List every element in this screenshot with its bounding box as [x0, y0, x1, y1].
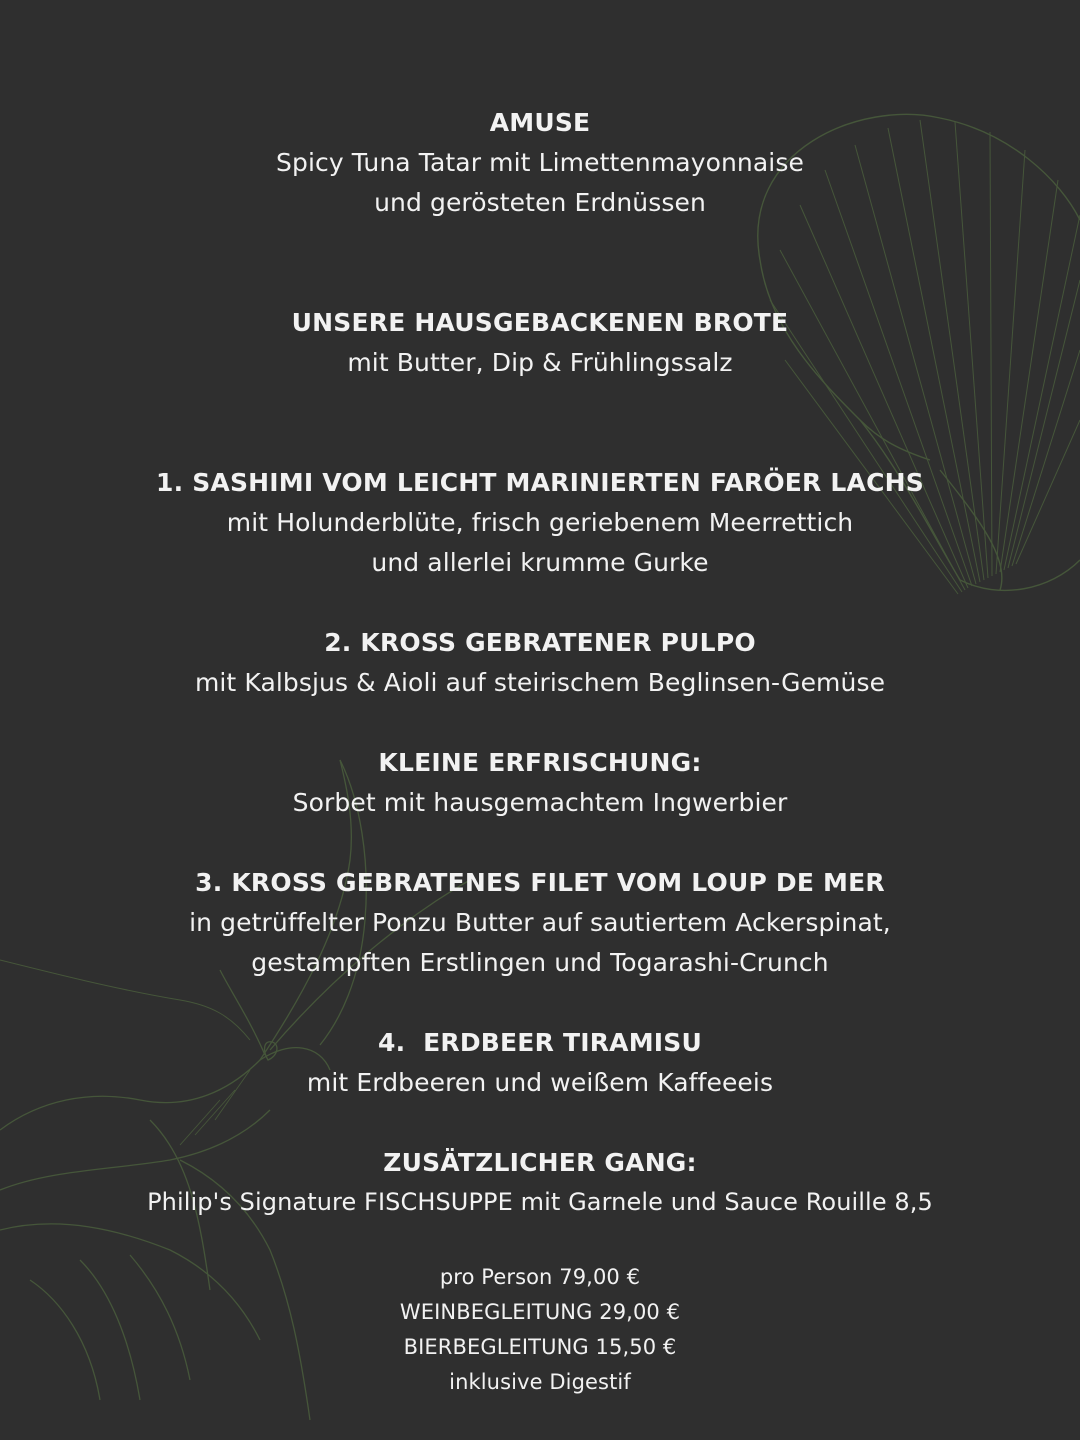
- course-1-title: 1. SASHIMI VOM LEICHT MARINIERTEN FARÖER LACHS: [156, 468, 924, 497]
- course-1-description-line-1: mit Holunderblüte, frisch geriebenem Meerrettich: [226, 508, 854, 537]
- course-4-description-line-1: mit Erdbeeren und weißem Kaffeeeis: [306, 1068, 774, 1097]
- amuse-description-line-1: Spicy Tuna Tatar mit Limettenmayonnaise: [276, 148, 804, 177]
- digestif-note: inklusive Digestif: [449, 1370, 631, 1394]
- course-2-title: 2. KROSS GEBRATENER PULPO: [324, 628, 756, 657]
- brote-title: UNSERE HAUSGEBACKENEN BROTE: [291, 308, 789, 337]
- price-per-person: pro Person 79,00 €: [439, 1265, 641, 1289]
- course-3-description-line-2: gestampften Erstlingen und Togarashi-Crunch: [251, 948, 829, 977]
- beer-pairing-price: BIERBEGLEITUNG 15,50 €: [403, 1335, 677, 1359]
- wine-pairing-price: WEINBEGLEITUNG 29,00 €: [399, 1300, 681, 1324]
- extra-course-description-line-1: Philip's Signature FISCHSUPPE mit Garnele und Sauce Rouille 8,5: [147, 1188, 933, 1216]
- course-1-description-line-2: und allerlei krumme Gurke: [371, 548, 709, 577]
- brote-description-line-1: mit Butter, Dip & Frühlingssalz: [347, 348, 733, 377]
- course-2-description-line-1: mit Kalbsjus & Aioli auf steirischem Beglinsen-Gemüse: [194, 668, 886, 697]
- amuse-title: AMUSE: [489, 108, 591, 137]
- refresh-description-line-1: Sorbet mit hausgemachtem Ingwerbier: [292, 788, 788, 817]
- course-3-description-line-1: in getrüffelter Ponzu Butter auf sautiertem Ackerspinat,: [189, 908, 891, 937]
- course-3-title: 3. KROSS GEBRATENES FILET VOM LOUP DE MER: [195, 868, 885, 897]
- amuse-description-line-2: und gerösteten Erdnüssen: [374, 188, 706, 217]
- extra-course-title: ZUSÄTZLICHER GANG:: [383, 1148, 697, 1177]
- refresh-title: KLEINE ERFRISCHUNG:: [378, 748, 702, 777]
- course-4-title: 4. ERDBEER TIRAMISU: [378, 1028, 702, 1057]
